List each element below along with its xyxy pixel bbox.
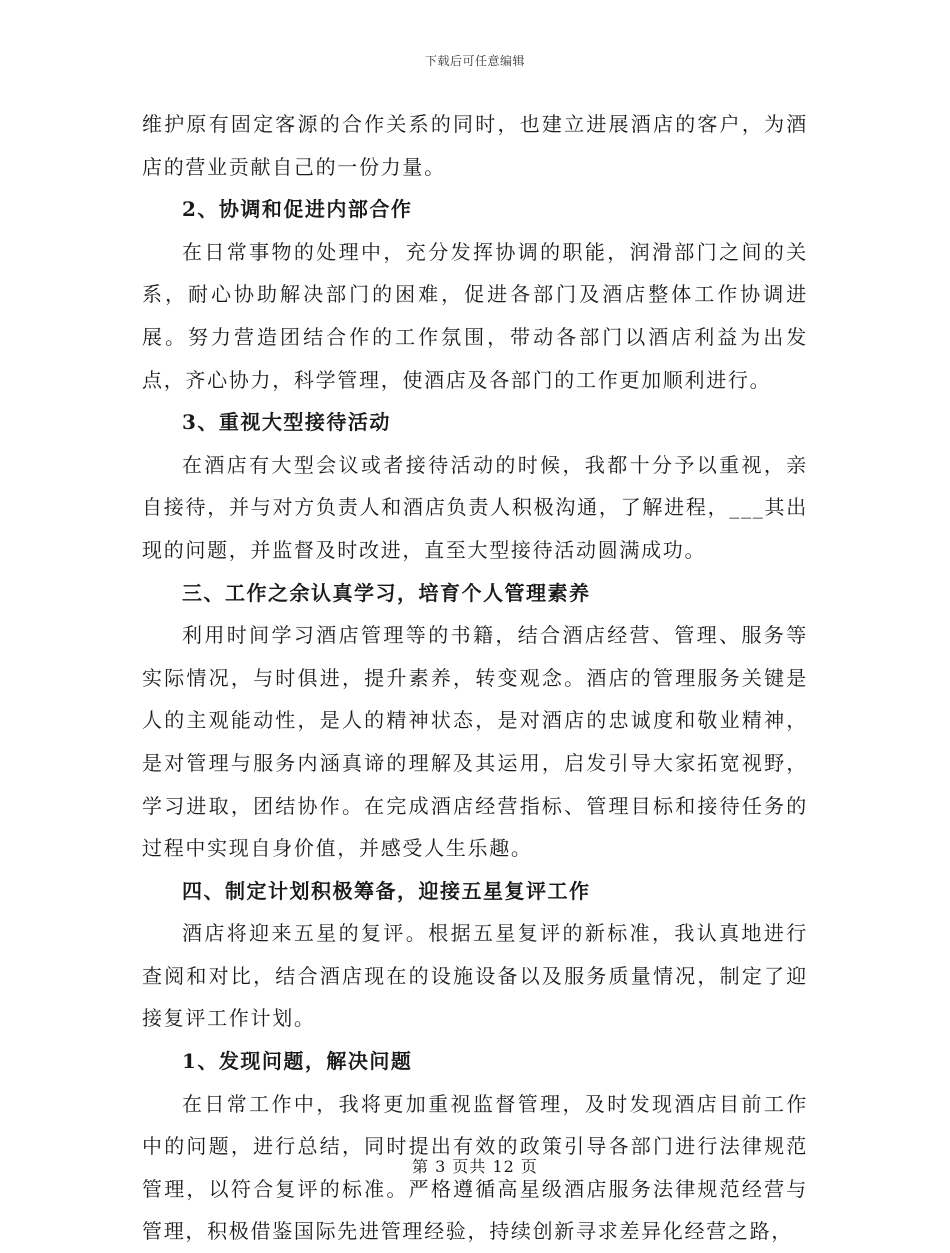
- section-heading-large-events: 3、重视大型接待活动: [182, 410, 391, 435]
- section-heading-five-star-review: 四、制定计划积极筹备，迎接五星复评工作: [182, 878, 591, 903]
- document-body: [142, 103, 808, 1253]
- paragraph-large-events: 在酒店有大型会议或者接待活动的时候，我都十分予以重视，亲自接待，并与对方负责人和酒店负责人积极沟通，了解进程，___其出现的问题，并监督及时改进，直至大型接待活动圆满成功。: [142, 452, 808, 562]
- paragraph-learning: 利用时间学习酒店管理等的书籍，结合酒店经营、管理、服务等实际情况，与时俱进，提升素养，转变观念。酒店的管理服务关键是人的主观能动性，是人的精神状态，是对酒店的忠诚度和敬业精神，是对管理与服务内涵真谛的理解及其运用，启发引导大家拓宽视野，学习进取，团结协作。在完成酒店经营指标、管理目标和接待任务的过程中实现自身价值，并感受人生乐趣。: [142, 623, 808, 861]
- page-footer: 第 3 页共 12 页: [412, 1157, 538, 1176]
- section-heading-find-problems: 1、发现问题，解决问题: [182, 1049, 413, 1074]
- paragraph-client-relations: 维护原有固定客源的合作关系的同时，也建立进展酒店的客户，为酒店的营业贡献自己的一份力量。: [142, 112, 808, 179]
- page-header: 下载后可任意编辑: [424, 54, 525, 68]
- section-heading-learning: 三、工作之余认真学习，培育个人管理素养: [182, 580, 591, 605]
- paragraph-coordination: 在日常事物的处理中，充分发挥协调的职能，润滑部门之间的关系，耐心协助解决部门的困难，促进各部门及酒店整体工作协调进展。努力营造团结合作的工作氛围，带动各部门以酒店利益为出发点，齐心协力，科学管理，使酒店及各部门的工作更加顺利进行。: [142, 239, 808, 392]
- paragraph-five-star-review: 酒店将迎来五星的复评。根据五星复评的新标准，我认真地进行查阅和对比，结合酒店现在的设施设备以及服务质量情况，制定了迎接复评工作计划。: [142, 921, 808, 1031]
- section-heading-internal-cooperation: 2、协调和促进内部合作: [182, 197, 413, 222]
- paragraph-find-problems: 在日常工作中，我将更加重视监督管理，及时发现酒店目前工作中的问题，进行总结，同时提出有效的政策引导各部门进行法律规范管理，以符合复评的标准。严格遵循高星级酒店服务法律规范经营与管理，积极借鉴国际先进管理经验，持续创新寻求差异化经营之路，: [142, 1091, 808, 1244]
